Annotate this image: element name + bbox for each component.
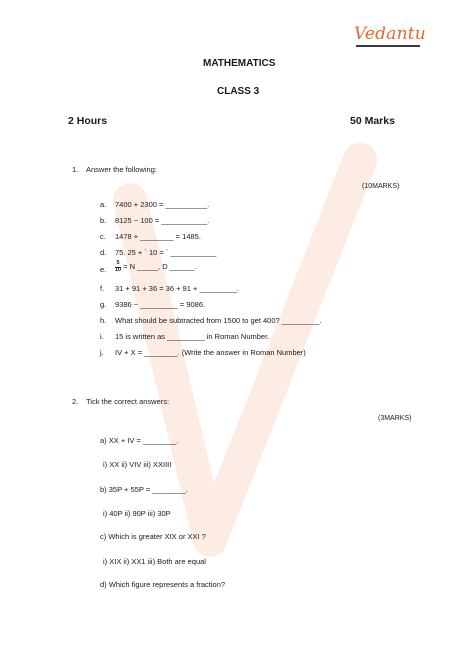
q1-item-f: 31 + 91 + 36 = 36 + 91 + _________.: [115, 284, 240, 293]
q1-item-h: What should be subtracted from 1500 to get 400? _________.: [115, 316, 322, 325]
q2-number: 2.: [72, 397, 79, 406]
q1-item-j: IV + X = ________. (Write the answer in Roman Number): [115, 348, 306, 357]
q1-item-d-label: d.: [100, 248, 107, 257]
q2-options-b: i) 40P ii) 90P iii) 30P: [103, 509, 171, 518]
q2-question-b: b) 35P + 55P = ________.: [100, 485, 188, 494]
q1-item-b: 8125 − 100 = ___________.: [115, 216, 210, 225]
q1-item-c: 1478 + ________ = 1485.: [115, 232, 201, 241]
q1-item-g-label: g.: [100, 300, 107, 309]
q1-item-f-label: f.: [100, 284, 105, 293]
q1-item-a-label: a.: [100, 200, 107, 209]
q2-question-d: d) Which figure represents a fraction?: [100, 580, 226, 589]
q1-item-b-label: b.: [100, 216, 107, 225]
q1-item-e: [115, 261, 197, 273]
q1-item-j-label: j.: [100, 348, 104, 357]
q1-item-c-label: c.: [100, 232, 106, 241]
q1-number: 1.: [72, 165, 79, 174]
vedantu-logo: [354, 24, 424, 50]
q1-item-g: 9386 − _________ = 9086.: [115, 300, 206, 309]
vedantu-watermark-icon: [90, 140, 390, 620]
q1-prompt: Answer the following:: [86, 165, 157, 174]
q1-item-d: 75. 25 + ` 10 = ` ___________: [115, 248, 217, 257]
subject-title: MATHEMATICS: [203, 58, 276, 69]
q1-marks: (10MARKS): [362, 183, 400, 190]
q1-item-i: 15 is written as _________ in Roman Number.: [115, 332, 270, 341]
q2-prompt: Tick the correct answers:: [86, 397, 170, 406]
q2-marks: (3MARKS): [378, 415, 412, 422]
exam-duration: 2 Hours: [68, 115, 108, 127]
logo-wordmark: Vedantu: [354, 24, 426, 44]
fraction-denominator: 10: [115, 266, 122, 273]
q1-item-a: 7400 + 2300 = __________.: [115, 200, 210, 209]
q1-item-e-text: = N _____, D ______.: [121, 261, 197, 271]
q2-options-a: i) XX ii) VIV iii) XXIIII: [103, 460, 172, 469]
q1-item-e-label: e.: [100, 265, 107, 274]
fraction-numerator: 5: [116, 260, 120, 266]
q2-question-c: c) Which is greater XIX or XXI ?: [100, 532, 206, 541]
class-title: CLASS 3: [217, 86, 260, 97]
total-marks: 50 Marks: [350, 115, 395, 127]
q2-question-a: a) XX + IV = ________.: [100, 436, 179, 445]
q1-item-i-label: i.: [100, 332, 104, 341]
q1-item-h-label: h.: [100, 316, 107, 325]
q2-options-c: i) XIX ii) XX1 iii) Both are equal: [103, 557, 206, 566]
logo-underline: [356, 45, 420, 47]
